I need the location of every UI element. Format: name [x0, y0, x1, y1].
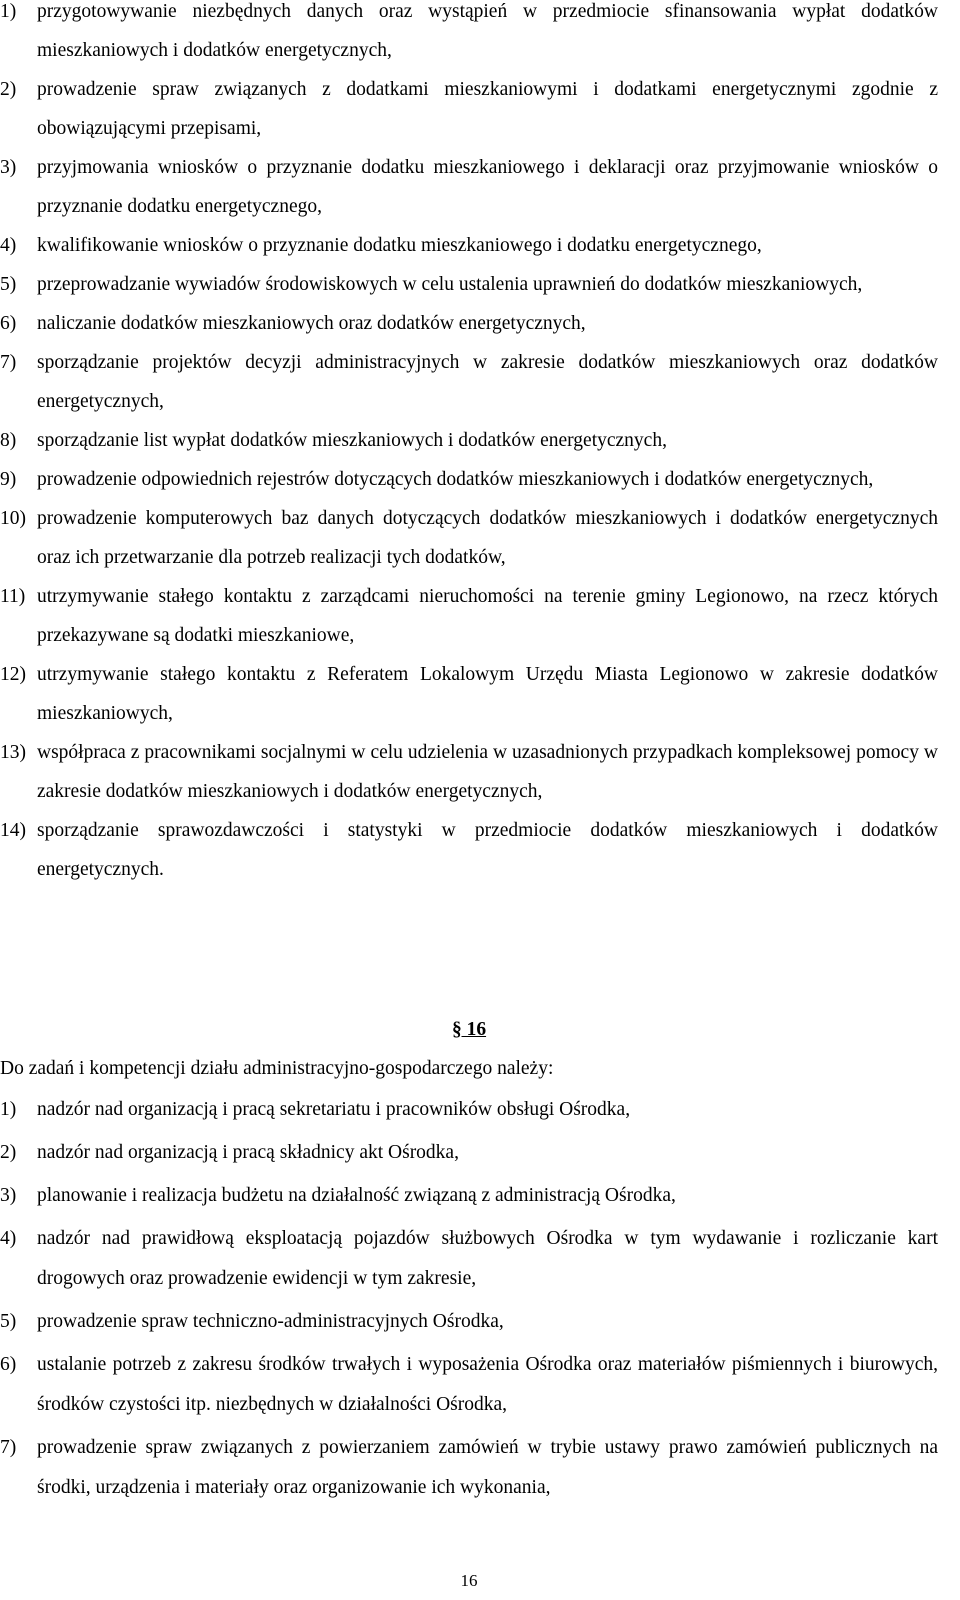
- list-item-number: 7): [0, 1437, 17, 1458]
- list-item: [0, 577, 938, 655]
- list-item: [0, 343, 938, 421]
- list-item-number: 4): [0, 235, 17, 256]
- list-item-text: współpraca z pracownikami socjalnymi w celu udzielenia w uzasadnionych przypadkach kompleksowej pomocy w zakresie dodatków mieszkaniowych i dodatków energetycznych,: [37, 742, 938, 802]
- section-number: § 16: [451, 1019, 487, 1040]
- list-item: [0, 1302, 938, 1342]
- list-item: [0, 499, 938, 577]
- list-item-text: przygotowywanie niezbędnych danych oraz wystąpień w przedmiocie sfinansowania wypłat dodatków mieszkaniowych i dodatków energetycznych,: [37, 1, 938, 61]
- list-item-text: kwalifikowanie wniosków o przyznanie dodatku mieszkaniowego i dodatku energetycznego,: [37, 235, 762, 256]
- list-item-number: 6): [0, 1354, 17, 1375]
- list-item-text: prowadzenie odpowiednich rejestrów dotyczących dodatków mieszkaniowych i dodatków energetycznych,: [37, 469, 874, 490]
- list-item-text: nadzór nad organizacją i pracą sekretariatu i pracowników obsługi Ośrodka,: [37, 1099, 631, 1120]
- list-item: [0, 1219, 938, 1299]
- list-item-text: prowadzenie spraw związanych z dodatkami mieszkaniowymi i dodatkami energetycznymi zgodnie z obowiązującymi przepisami,: [37, 79, 938, 139]
- list-item-text: sporządzanie sprawozdawczości i statystyki w przedmiocie dodatków mieszkaniowych i dodatków energetycznych.: [37, 820, 938, 880]
- list-item: [0, 226, 938, 265]
- list-item: [0, 421, 938, 460]
- section-intro: Do zadań i kompetencji działu administracyjno-gospodarczego należy:: [0, 1058, 554, 1079]
- list-item-number: 5): [0, 1311, 17, 1332]
- list-item: [0, 1133, 938, 1173]
- list-item-number: 11): [0, 586, 26, 607]
- list-item-number: 2): [0, 1142, 17, 1163]
- list-item: [0, 1176, 938, 1216]
- list-item-number: 6): [0, 313, 17, 334]
- list-item: [0, 1090, 938, 1130]
- list-item: [0, 460, 938, 499]
- list-item: [0, 0, 938, 70]
- list-item-number: 7): [0, 352, 17, 373]
- list-item-number: 5): [0, 274, 17, 295]
- list-item: [0, 733, 938, 811]
- list-item-number: 1): [0, 1, 17, 22]
- list-item-number: 8): [0, 430, 17, 451]
- page-number: 16: [460, 1571, 478, 1590]
- list-item-text: prowadzenie komputerowych baz danych dotyczących dodatków mieszkaniowych i dodatków energetycznych oraz ich przetwarzanie dla potrzeb realizacji tych dodatków,: [37, 508, 938, 568]
- list-item-number: 12): [0, 664, 26, 685]
- list-item-number: 3): [0, 157, 17, 178]
- duties-list-administration: [0, 1090, 938, 1511]
- list-item-text: nadzór nad organizacją i pracą składnicy akt Ośrodka,: [37, 1142, 459, 1163]
- list-item: [0, 304, 938, 343]
- list-item-text: nadzór nad prawidłową eksploatacją pojazdów służbowych Ośrodka w tym wydawanie i rozliczanie kart drogowych oraz prowadzenie ewidencji w tym zakresie,: [37, 1228, 938, 1289]
- list-item-text: prowadzenie spraw związanych z powierzaniem zamówień w trybie ustawy prawo zamówień publicznych na środki, urządzenia i materiały oraz organizowanie ich wykonania,: [37, 1437, 938, 1498]
- list-item-text: utrzymywanie stałego kontaktu z zarządcami nieruchomości na terenie gminy Legionowo, na rzecz których przekazywane są dodatki mieszkaniowe,: [37, 586, 938, 646]
- list-item: [0, 70, 938, 148]
- list-item-number: 10): [0, 508, 26, 529]
- list-item-number: 13): [0, 742, 26, 763]
- list-item: [0, 1428, 938, 1508]
- list-item-text: utrzymywanie stałego kontaktu z Referatem Lokalowym Urzędu Miasta Legionowo w zakresie dodatków mieszkaniowych,: [37, 664, 938, 724]
- list-item-number: 3): [0, 1185, 17, 1206]
- list-item-text: sporządzanie list wypłat dodatków mieszkaniowych i dodatków energetycznych,: [37, 430, 667, 451]
- list-item: [0, 811, 938, 889]
- list-item-text: naliczanie dodatków mieszkaniowych oraz dodatków energetycznych,: [37, 313, 586, 334]
- list-item: [0, 265, 938, 304]
- list-item-text: prowadzenie spraw techniczno-administracyjnych Ośrodka,: [37, 1311, 504, 1332]
- list-item: [0, 148, 938, 226]
- list-item-number: 2): [0, 79, 17, 100]
- list-item-number: 4): [0, 1228, 17, 1249]
- list-item: [0, 1345, 938, 1425]
- list-item-number: 1): [0, 1099, 17, 1120]
- list-item-text: planowanie i realizacja budżetu na działalność związaną z administracją Ośrodka,: [37, 1185, 676, 1206]
- list-item-number: 9): [0, 469, 17, 490]
- section-heading: [0, 1010, 938, 1050]
- list-item-number: 14): [0, 820, 26, 841]
- list-item-text: przyjmowania wniosków o przyznanie dodatku mieszkaniowego i deklaracji oraz przyjmowanie wniosków o przyznanie dodatku energetycznego,: [37, 157, 938, 217]
- list-item-text: sporządzanie projektów decyzji administracyjnych w zakresie dodatków mieszkaniowych oraz dodatków energetycznych,: [37, 352, 938, 412]
- list-item-text: ustalanie potrzeb z zakresu środków trwałych i wyposażenia Ośrodka oraz materiałów piśmiennych i biurowych, środków czystości itp. niezbędnych w działalności Ośrodka,: [37, 1354, 938, 1415]
- list-item-text: przeprowadzanie wywiadów środowiskowych w celu ustalenia uprawnień do dodatków mieszkaniowych,: [37, 274, 863, 295]
- list-item: [0, 655, 938, 733]
